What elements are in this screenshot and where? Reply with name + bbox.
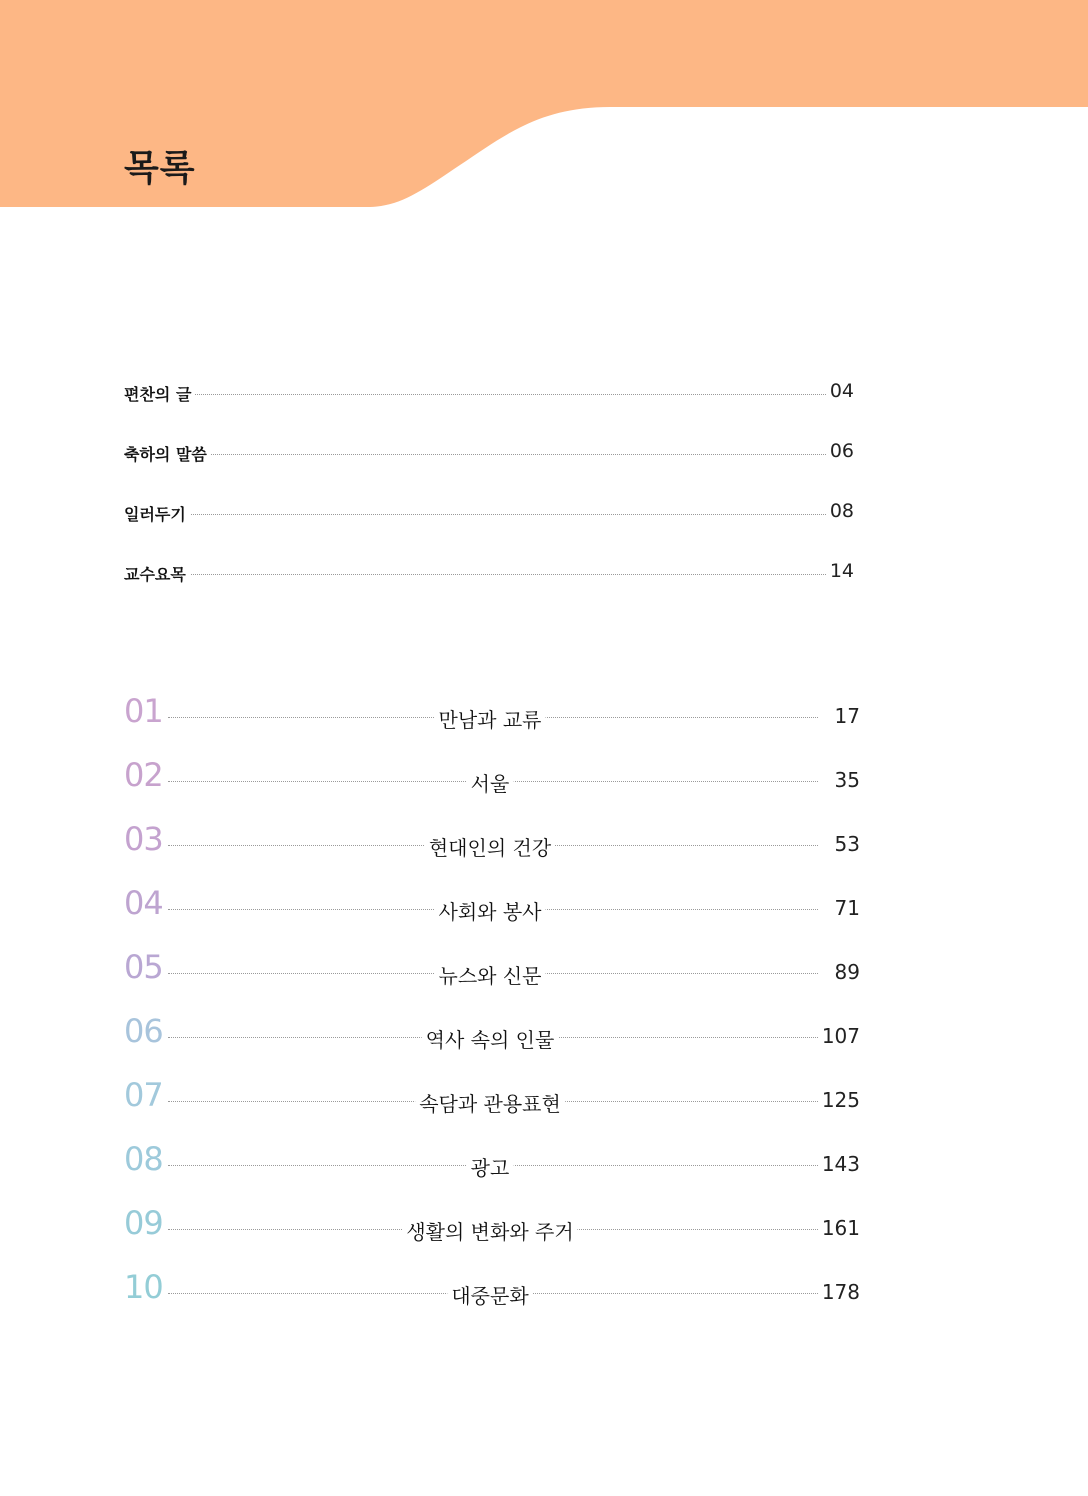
chapter-title: 속담과 관용표현 [415,1088,565,1117]
toc-page-number: 04 [826,380,854,402]
chapter-title: 대중문화 [447,1280,532,1309]
chapter-page-number: 107 [818,1024,860,1048]
chapter-number: 09 [124,1204,163,1242]
dot-leader [124,454,826,455]
toc-label: 축하의 말씀 [124,442,211,465]
chapter-number: 06 [124,1012,163,1050]
toc-row-chapter-05[interactable] [124,948,860,988]
chapter-title: 만남과 교류 [435,704,546,733]
toc-row-front-2[interactable] [124,500,860,528]
toc-row-chapter-07[interactable] [124,1076,860,1116]
toc-label: 편찬의 글 [124,382,195,405]
chapter-page-number: 178 [818,1280,860,1304]
toc-row-chapter-01[interactable] [124,692,860,732]
chapter-title: 현대인의 건강 [425,832,555,861]
chapter-page-number: 53 [831,832,860,856]
dot-leader [124,514,826,515]
chapter-title: 뉴스와 신문 [435,960,546,989]
front-matter-list [124,380,860,620]
toc-row-front-3[interactable] [124,560,860,588]
chapter-number: 02 [124,756,163,794]
toc-row-chapter-03[interactable] [124,820,860,860]
dot-leader [124,394,826,395]
toc-row-front-0[interactable] [124,380,860,408]
chapter-list [124,692,860,1332]
chapter-number: 01 [124,692,163,730]
chapter-title: 서울 [467,768,514,797]
chapter-page-number: 125 [818,1088,860,1112]
toc-row-chapter-02[interactable] [124,756,860,796]
toc-row-chapter-09[interactable] [124,1204,860,1244]
toc-label: 일러두기 [124,502,190,525]
toc-row-chapter-08[interactable] [124,1140,860,1180]
chapter-number: 07 [124,1076,163,1114]
chapter-page-number: 161 [818,1216,860,1240]
chapter-number: 10 [124,1268,163,1306]
toc-row-chapter-04[interactable] [124,884,860,924]
chapter-title: 사회와 봉사 [435,896,546,925]
chapter-number: 05 [124,948,163,986]
chapter-page-number: 89 [831,960,860,984]
toc-row-chapter-10[interactable] [124,1268,860,1308]
chapter-number: 08 [124,1140,163,1178]
chapter-number: 03 [124,820,163,858]
toc-page-number: 08 [826,500,854,522]
toc-page-number: 06 [826,440,854,462]
toc-row-front-1[interactable] [124,440,860,468]
dot-leader [124,574,826,575]
toc-page-number: 14 [826,560,854,582]
chapter-title: 광고 [467,1152,514,1181]
chapter-title: 역사 속의 인물 [422,1024,559,1053]
chapter-page-number: 143 [818,1152,860,1176]
chapter-page-number: 35 [831,768,860,792]
toc-row-chapter-06[interactable] [124,1012,860,1052]
chapter-page-number: 17 [831,704,860,728]
toc-label: 교수요목 [124,562,190,585]
page-title: 목록 [124,148,196,189]
chapter-number: 04 [124,884,163,922]
chapter-title: 생활의 변화와 주거 [402,1216,577,1245]
chapter-page-number: 71 [831,896,860,920]
